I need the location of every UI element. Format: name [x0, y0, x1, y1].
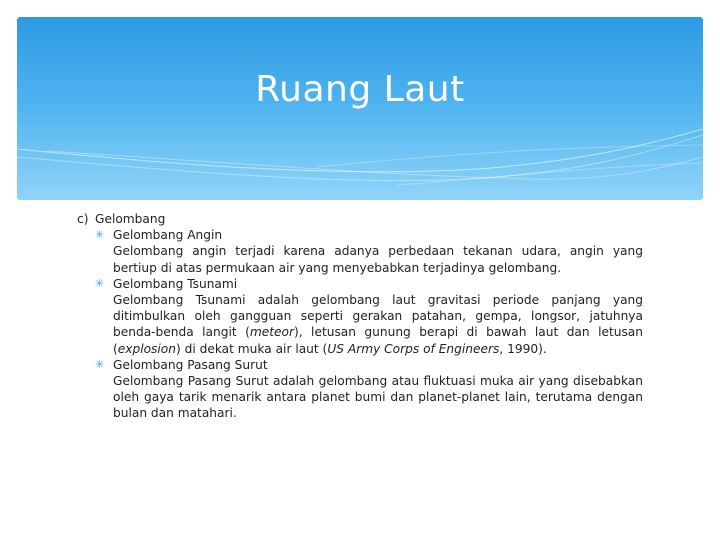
- italic-term: meteor: [249, 325, 294, 340]
- item-heading: Gelombang Tsunami: [113, 276, 238, 291]
- item-body: Gelombang Pasang Surut adalah gelombang atau fluktuasi muka air yang disebabkan oleh gaya tarik menarik antara planet bumi dan planet-planet lain, terutama dengan bulan dan matahari.: [113, 374, 643, 421]
- list-item: [77, 357, 643, 373]
- slide-content: [77, 211, 643, 422]
- item-heading: Gelombang Angin: [113, 228, 223, 243]
- asterisk-bullet-icon: ✳: [95, 276, 105, 290]
- asterisk-bullet-icon: ✳: [95, 357, 105, 371]
- section-marker: c): [77, 212, 89, 226]
- body-text: , 1990).: [499, 341, 547, 356]
- list-item: [77, 227, 643, 243]
- body-text: Gelombang Tsunami adalah gelombang laut gravitasi periode panjang yang ditimbulkan oleh gangguan seperti gerakan patahan, gempa, longsor, jatuhnya benda-benda langit (: [113, 293, 643, 340]
- section-label: Gelombang: [95, 212, 166, 226]
- list-item: [77, 276, 643, 292]
- italic-citation: US Army Corps of Engineers: [327, 341, 500, 356]
- item-body: Gelombang angin terjadi karena adanya perbedaan tekanan udara, angin yang bertiup di atas permukaan air yang menyebabkan terjadinya gelombang.: [113, 244, 643, 275]
- item-body: [77, 292, 643, 357]
- asterisk-bullet-icon: ✳: [95, 228, 105, 242]
- italic-term: explosion: [117, 341, 176, 356]
- slide-title: Ruang Laut: [255, 69, 465, 110]
- item-heading: Gelombang Pasang Surut: [113, 357, 268, 372]
- body-text: ), letusan gunung berapi di bawah laut dan letusan (: [113, 325, 643, 356]
- title-banner: [17, 17, 703, 200]
- section-heading: [77, 211, 643, 227]
- body-text: ) di dekat muka air laut (: [175, 341, 328, 356]
